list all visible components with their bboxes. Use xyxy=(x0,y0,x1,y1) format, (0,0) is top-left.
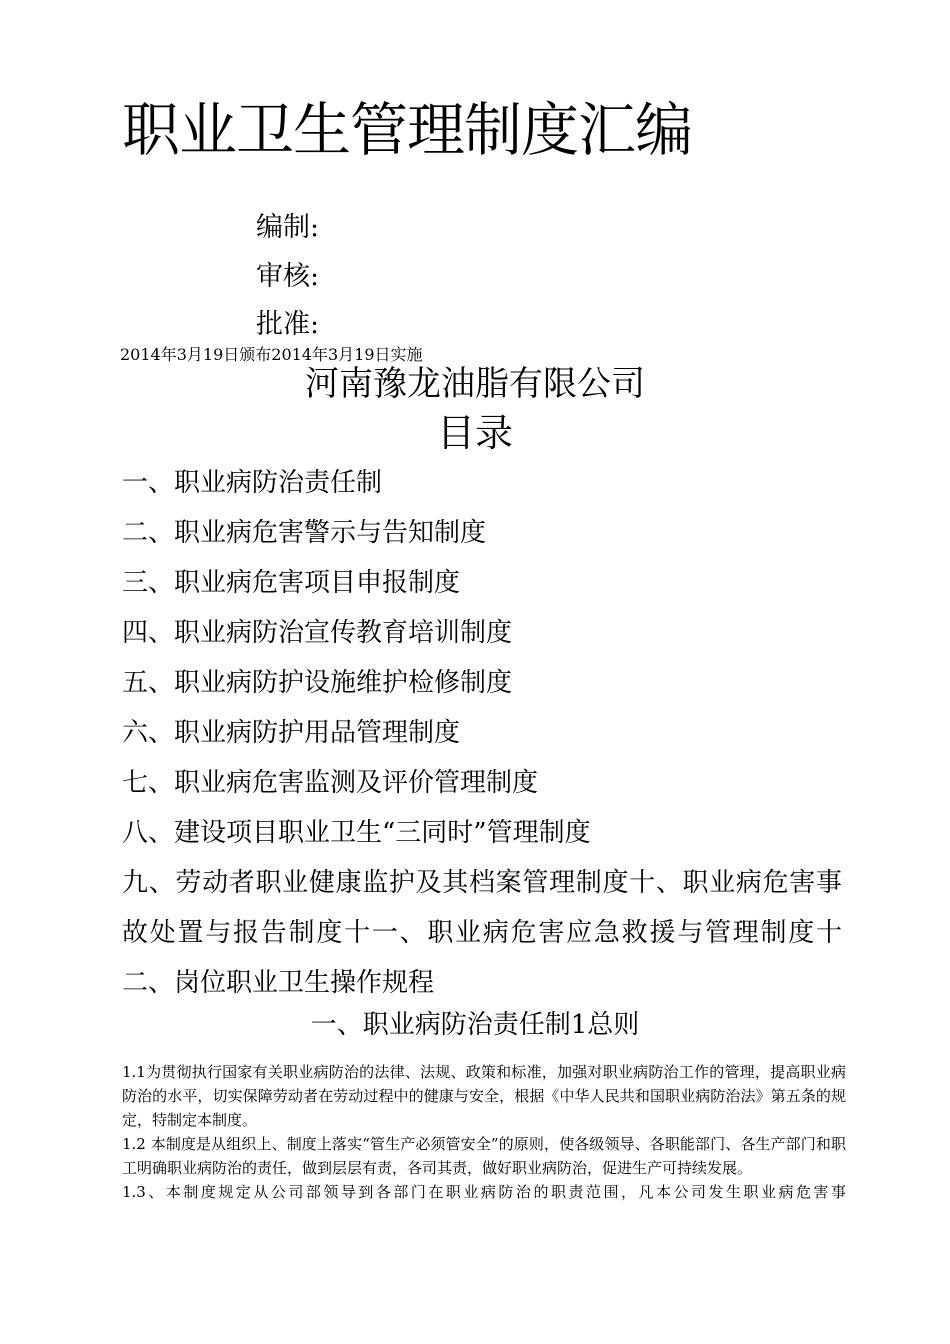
signature-approved: 批准: xyxy=(256,309,320,340)
paragraph: 1.3、本制度规定从公司部领导到各部门在职业病防治的职责范围，凡本公司发生职业病危害事 xyxy=(122,1183,846,1201)
toc-item: 一、职业病防治责任制 xyxy=(122,468,383,498)
toc-item: 三、职业病危害项目申报制度 xyxy=(122,568,461,598)
toc-item: 二、职业病危害警示与告知制度 xyxy=(122,518,487,548)
toc-title: 目录 xyxy=(436,411,513,455)
table-of-contents xyxy=(122,458,842,1008)
toc-item-merged: 九、劳动者职业健康监护及其档案管理制度十、职业病危害事故处置与报告制度十一、职业病危害应急救援与管理制度十二、岗位职业卫生操作规程 xyxy=(122,868,842,998)
toc-item: 七、职业病危害监测及评价管理制度 xyxy=(122,768,539,798)
signature-reviewed: 审核: xyxy=(256,261,320,292)
paragraph: 1.1为贯彻执行国家有关职业病防治的法律、法规、政策和标准，加强对职业病防治工作的管理，提高职业病防治的水平，切实保障劳动者在劳动过程中的健康与安全，根据《中华人民共和国职业病防治法》第五条的规定，特制定本制度。 xyxy=(122,1063,846,1129)
toc-item: 六、职业病防护用品管理制度 xyxy=(122,718,461,748)
toc-item: 五、职业病防护设施维护检修制度 xyxy=(122,668,513,698)
paragraph: 1.2 本制度是从组织上、制度上落实“管生产必须管安全”的原则，使各级领导、各职能部门、各生产部门和职工明确职业病防治的责任，做到层层有责，各司其责，做好职业病防治，促进生产可持续发展。 xyxy=(122,1135,846,1177)
section-heading: 一、职业病防治责任制1总则 xyxy=(310,1010,640,1040)
toc-item: 八、建设项目职业卫生“三同时”管理制度 xyxy=(122,818,591,848)
toc-item: 四、职业病防治宣传教育培训制度 xyxy=(122,618,513,648)
company-name: 河南豫龙油脂有限公司 xyxy=(305,364,645,404)
signature-compiled: 编制: xyxy=(256,212,320,243)
body-text xyxy=(122,1060,846,1204)
issue-dates: 2014年3月19日颁布2014年3月19日实施 xyxy=(120,345,423,364)
document-title: 职业卫生管理制度汇编 xyxy=(122,96,693,164)
